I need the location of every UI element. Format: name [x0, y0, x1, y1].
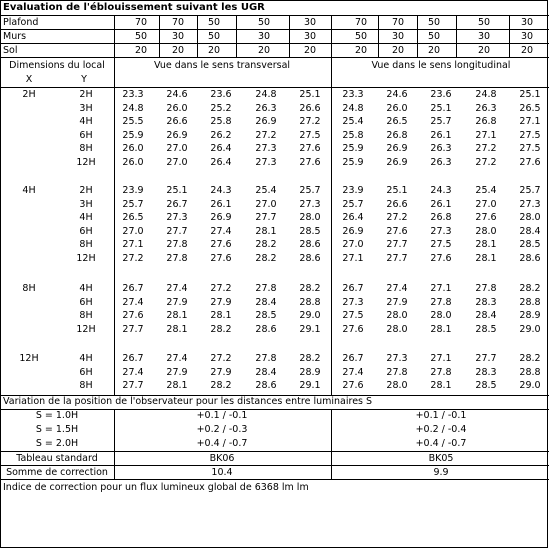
group-x-label: 2H — [22, 89, 36, 100]
ugr-value-longitudinal: 26.9 — [342, 226, 364, 237]
column-divider — [456, 15, 457, 57]
ugr-value-longitudinal: 26.7 — [342, 353, 364, 364]
row-y-label: 3H — [79, 199, 93, 210]
ugr-value-transversal: 26.6 — [299, 103, 321, 114]
ugr-value-longitudinal: 27.0 — [475, 199, 497, 210]
ugr-value-transversal: 28.2 — [299, 283, 321, 294]
row-y-label: 4H — [79, 116, 93, 127]
ugr-value-transversal: 28.1 — [255, 226, 277, 237]
ugr-value-transversal: 28.2 — [210, 380, 232, 391]
ugr-value-longitudinal: 26.8 — [430, 212, 452, 223]
ugr-value-transversal: 27.5 — [299, 130, 321, 141]
ugr-value-longitudinal: 27.6 — [342, 324, 364, 335]
ugr-value-transversal: 24.6 — [166, 89, 188, 100]
ugr-value-transversal: 28.6 — [299, 239, 321, 250]
ugr-value-transversal: 27.2 — [122, 253, 144, 264]
standard-transversal: BK06 — [209, 453, 235, 464]
ugr-value-transversal: 27.2 — [210, 353, 232, 364]
header-row-label: Sol — [3, 45, 18, 56]
column-divider — [331, 57, 332, 395]
column-divider — [331, 15, 332, 57]
ugr-value-longitudinal: 27.6 — [475, 212, 497, 223]
ugr-value-longitudinal: 27.7 — [475, 353, 497, 364]
ugr-value-longitudinal: 27.2 — [386, 212, 408, 223]
ugr-value-transversal: 27.4 — [210, 226, 232, 237]
ugr-value-longitudinal: 26.7 — [342, 283, 364, 294]
column-divider — [236, 15, 237, 57]
header-value: 20 — [354, 45, 368, 56]
ugr-value-transversal: 28.8 — [299, 297, 321, 308]
ugr-value-longitudinal: 27.3 — [519, 199, 541, 210]
ugr-value-transversal: 25.7 — [122, 199, 144, 210]
dimensions-label: Dimensions du local — [9, 60, 105, 71]
ugr-value-transversal: 27.6 — [299, 157, 321, 168]
ugr-value-transversal: 27.3 — [166, 212, 188, 223]
ugr-value-transversal: 28.2 — [299, 353, 321, 364]
ugr-value-transversal: 25.5 — [122, 116, 144, 127]
ugr-value-longitudinal: 26.8 — [475, 116, 497, 127]
header-value: 30 — [257, 31, 271, 42]
ugr-value-longitudinal: 26.3 — [430, 157, 452, 168]
row-y-label: 6H — [79, 226, 93, 237]
ugr-value-transversal: 24.8 — [122, 103, 144, 114]
x-label: X — [25, 74, 33, 85]
ugr-value-transversal: 28.6 — [255, 324, 277, 335]
ugr-value-transversal: 27.4 — [122, 297, 144, 308]
header-value: 70 — [391, 17, 405, 28]
ugr-value-longitudinal: 26.6 — [386, 199, 408, 210]
ugr-value-longitudinal: 26.3 — [430, 143, 452, 154]
ugr-value-longitudinal: 27.6 — [430, 253, 452, 264]
header-value: 20 — [207, 45, 221, 56]
correction-transversal: 10.4 — [211, 467, 233, 478]
ugr-value-longitudinal: 25.8 — [342, 130, 364, 141]
ugr-value-longitudinal: 27.1 — [342, 253, 364, 264]
ugr-value-longitudinal: 27.7 — [386, 253, 408, 264]
y-label: Y — [81, 74, 87, 85]
ugr-value-transversal: 27.8 — [255, 353, 277, 364]
row-y-label: 8H — [79, 380, 93, 391]
row-divider — [1, 43, 549, 44]
variation-value-longitudinal: +0.4 / -0.7 — [415, 438, 467, 449]
ugr-value-transversal: 28.6 — [299, 253, 321, 264]
ugr-value-longitudinal: 25.1 — [519, 89, 541, 100]
variation-value-longitudinal: +0.2 / -0.4 — [415, 424, 467, 435]
standard-divider — [1, 451, 549, 452]
ugr-value-longitudinal: 27.5 — [519, 143, 541, 154]
ugr-value-longitudinal: 25.1 — [386, 185, 408, 196]
standard-longitudinal: BK05 — [428, 453, 454, 464]
ugr-value-transversal: 27.2 — [299, 116, 321, 127]
ugr-value-transversal: 25.1 — [166, 185, 188, 196]
column-divider — [378, 15, 379, 57]
row-y-label: 12H — [76, 324, 96, 335]
ugr-value-transversal: 26.6 — [166, 116, 188, 127]
ugr-value-longitudinal: 28.8 — [519, 297, 541, 308]
ugr-value-longitudinal: 26.5 — [519, 103, 541, 114]
ugr-value-transversal: 28.1 — [210, 310, 232, 321]
ugr-value-transversal: 27.3 — [255, 157, 277, 168]
variation-value-longitudinal: +0.1 / -0.1 — [415, 410, 467, 421]
ugr-value-longitudinal: 28.3 — [475, 367, 497, 378]
ugr-value-longitudinal: 28.4 — [475, 310, 497, 321]
ugr-value-longitudinal: 23.9 — [342, 185, 364, 196]
ugr-value-longitudinal: 26.0 — [386, 103, 408, 114]
header-value: 30 — [520, 17, 534, 28]
ugr-value-longitudinal: 26.5 — [386, 116, 408, 127]
ugr-value-transversal: 27.9 — [166, 297, 188, 308]
ugr-value-longitudinal: 25.9 — [342, 157, 364, 168]
ugr-value-longitudinal: 27.0 — [342, 239, 364, 250]
ugr-value-longitudinal: 27.8 — [430, 367, 452, 378]
variation-row-label: S = 1.0H — [35, 410, 79, 421]
ugr-value-longitudinal: 27.2 — [475, 157, 497, 168]
ugr-value-transversal: 27.9 — [166, 367, 188, 378]
group-x-label: 4H — [22, 185, 36, 196]
ugr-value-transversal: 29.1 — [299, 324, 321, 335]
ugr-value-transversal: 25.1 — [299, 89, 321, 100]
column-divider — [417, 15, 418, 57]
header-bottom-divider — [1, 87, 549, 88]
header-value: 50 — [477, 17, 491, 28]
variation-row-label: S = 1.5H — [35, 424, 79, 435]
group-x-label: 12H — [19, 353, 39, 364]
ugr-value-longitudinal: 28.5 — [475, 324, 497, 335]
ugr-value-transversal: 25.9 — [122, 130, 144, 141]
ugr-value-transversal: 23.6 — [210, 89, 232, 100]
ugr-value-longitudinal: 23.6 — [430, 89, 452, 100]
ugr-value-longitudinal: 27.1 — [519, 116, 541, 127]
ugr-value-longitudinal: 28.2 — [519, 353, 541, 364]
ugr-value-longitudinal: 25.7 — [342, 199, 364, 210]
ugr-value-longitudinal: 28.1 — [475, 253, 497, 264]
header-value: 50 — [207, 17, 221, 28]
ugr-value-transversal: 27.6 — [210, 239, 232, 250]
ugr-value-transversal: 27.8 — [166, 239, 188, 250]
ugr-value-longitudinal: 27.4 — [386, 283, 408, 294]
ugr-value-transversal: 28.4 — [255, 367, 277, 378]
ugr-value-transversal: 23.3 — [122, 89, 144, 100]
ugr-value-longitudinal: 27.3 — [430, 226, 452, 237]
ugr-value-transversal: 27.7 — [255, 212, 277, 223]
ugr-value-longitudinal: 28.0 — [386, 380, 408, 391]
ugr-value-transversal: 27.7 — [122, 324, 144, 335]
ugr-value-transversal: 27.2 — [210, 283, 232, 294]
page-title: Evaluation de l'éblouissement suivant les UGR — [3, 2, 265, 13]
ugr-value-longitudinal: 26.1 — [430, 130, 452, 141]
column-divider — [197, 15, 198, 57]
ugr-value-longitudinal: 27.8 — [386, 367, 408, 378]
ugr-value-longitudinal: 27.1 — [475, 130, 497, 141]
ugr-value-transversal: 28.1 — [166, 310, 188, 321]
ugr-value-transversal: 28.6 — [255, 380, 277, 391]
ugr-value-longitudinal: 27.5 — [342, 310, 364, 321]
ugr-value-transversal: 29.0 — [299, 310, 321, 321]
ugr-value-longitudinal: 28.0 — [386, 310, 408, 321]
ugr-value-longitudinal: 27.5 — [430, 239, 452, 250]
header-value: 50 — [207, 31, 221, 42]
column-divider — [159, 15, 160, 57]
ugr-value-longitudinal: 28.1 — [430, 324, 452, 335]
header-value: 20 — [520, 45, 534, 56]
ugr-value-longitudinal: 27.1 — [430, 283, 452, 294]
row-y-label: 4H — [79, 283, 93, 294]
ugr-value-longitudinal: 27.7 — [386, 239, 408, 250]
ugr-value-longitudinal: 24.8 — [475, 89, 497, 100]
ugr-value-transversal: 29.1 — [299, 380, 321, 391]
ugr-value-transversal: 27.3 — [255, 143, 277, 154]
row-y-label: 12H — [76, 253, 96, 264]
ugr-value-transversal: 23.9 — [122, 185, 144, 196]
ugr-value-transversal: 27.4 — [166, 283, 188, 294]
ugr-value-transversal: 28.1 — [166, 380, 188, 391]
ugr-value-transversal: 26.2 — [210, 130, 232, 141]
ugr-value-transversal: 26.0 — [122, 143, 144, 154]
ugr-value-transversal: 28.2 — [210, 324, 232, 335]
ugr-value-transversal: 28.5 — [299, 226, 321, 237]
header-value: 50 — [257, 17, 271, 28]
ugr-value-longitudinal: 28.0 — [430, 310, 452, 321]
column-divider — [331, 409, 332, 479]
ugr-value-longitudinal: 25.9 — [342, 143, 364, 154]
ugr-value-longitudinal: 27.1 — [430, 353, 452, 364]
row-y-label: 12H — [76, 157, 96, 168]
ugr-value-longitudinal: 24.3 — [430, 185, 452, 196]
row-divider — [1, 465, 549, 466]
ugr-value-transversal: 26.7 — [166, 199, 188, 210]
ugr-value-longitudinal: 25.7 — [430, 116, 452, 127]
ugr-value-transversal: 28.1 — [166, 324, 188, 335]
ugr-value-transversal: 25.8 — [210, 116, 232, 127]
group-x-label: 8H — [22, 283, 36, 294]
ugr-value-longitudinal: 28.1 — [430, 380, 452, 391]
header-value: 30 — [171, 31, 185, 42]
variation-label: Variation de la position de l'observateur pour les distances entre luminaires S — [3, 396, 373, 407]
ugr-value-transversal: 27.8 — [255, 283, 277, 294]
header-value: 20 — [303, 45, 317, 56]
ugr-value-transversal: 28.2 — [255, 253, 277, 264]
ugr-value-longitudinal: 27.2 — [475, 143, 497, 154]
header-value: 20 — [257, 45, 271, 56]
row-y-label: 8H — [79, 143, 93, 154]
variation-row-label: S = 2.0H — [35, 438, 79, 449]
column-divider — [289, 15, 290, 57]
row-y-label: 6H — [79, 130, 93, 141]
ugr-value-longitudinal: 25.4 — [475, 185, 497, 196]
ugr-value-longitudinal: 28.0 — [475, 226, 497, 237]
ugr-value-transversal: 26.4 — [210, 157, 232, 168]
column-divider — [114, 57, 115, 395]
ugr-value-transversal: 26.0 — [122, 157, 144, 168]
ugr-value-longitudinal: 27.8 — [430, 297, 452, 308]
ugr-value-longitudinal: 28.5 — [475, 380, 497, 391]
ugr-value-longitudinal: 23.3 — [342, 89, 364, 100]
view-transversal-label: Vue dans le sens transversal — [153, 60, 291, 71]
header-value: 50 — [427, 31, 441, 42]
ugr-value-transversal: 26.3 — [255, 103, 277, 114]
ugr-value-transversal: 27.7 — [166, 226, 188, 237]
header-value: 30 — [520, 31, 534, 42]
row-y-label: 6H — [79, 297, 93, 308]
title-divider — [1, 15, 549, 16]
ugr-value-longitudinal: 28.9 — [519, 310, 541, 321]
row-y-label: 8H — [79, 310, 93, 321]
ugr-value-transversal: 27.0 — [166, 143, 188, 154]
correction-label: Somme de correction — [6, 467, 108, 478]
ugr-value-transversal: 25.4 — [255, 185, 277, 196]
variation-value-transversal: +0.1 / -0.1 — [196, 410, 248, 421]
ugr-value-longitudinal: 28.0 — [519, 212, 541, 223]
header-value: 20 — [427, 45, 441, 56]
ugr-value-longitudinal: 28.8 — [519, 367, 541, 378]
row-y-label: 4H — [79, 353, 93, 364]
ugr-value-longitudinal: 29.0 — [519, 380, 541, 391]
ugr-value-transversal: 25.2 — [210, 103, 232, 114]
ugr-value-longitudinal: 25.1 — [430, 103, 452, 114]
ugr-value-transversal: 27.3 — [299, 199, 321, 210]
footnote: Indice de correction pour un flux lumineux global de 6368 lm lm — [3, 482, 309, 493]
ugr-value-longitudinal: 27.6 — [342, 380, 364, 391]
standard-label: Tableau standard — [16, 453, 98, 464]
ugr-value-longitudinal: 28.0 — [386, 324, 408, 335]
ugr-value-transversal: 26.9 — [255, 116, 277, 127]
ugr-value-transversal: 27.4 — [166, 353, 188, 364]
ugr-value-longitudinal: 26.8 — [386, 130, 408, 141]
ugr-value-longitudinal: 26.9 — [386, 157, 408, 168]
ugr-value-transversal: 27.6 — [299, 143, 321, 154]
ugr-value-longitudinal: 26.4 — [342, 212, 364, 223]
ugr-value-transversal: 25.7 — [299, 185, 321, 196]
ugr-value-transversal: 28.0 — [299, 212, 321, 223]
ugr-value-transversal: 27.6 — [210, 253, 232, 264]
header-value: 50 — [354, 31, 368, 42]
header-value: 20 — [171, 45, 185, 56]
header-value: 30 — [391, 31, 405, 42]
header-value: 20 — [134, 45, 148, 56]
ugr-value-transversal: 26.4 — [210, 143, 232, 154]
ugr-value-longitudinal: 27.8 — [475, 283, 497, 294]
ugr-value-longitudinal: 27.3 — [342, 297, 364, 308]
header-value: 30 — [303, 31, 317, 42]
ugr-value-transversal: 26.7 — [122, 283, 144, 294]
row-y-label: 6H — [79, 367, 93, 378]
ugr-value-longitudinal: 28.6 — [519, 253, 541, 264]
ugr-value-longitudinal: 25.7 — [519, 185, 541, 196]
ugr-value-transversal: 27.1 — [122, 239, 144, 250]
header-value: 70 — [354, 17, 368, 28]
ugr-value-transversal: 27.8 — [166, 253, 188, 264]
row-y-label: 8H — [79, 239, 93, 250]
column-divider — [509, 15, 510, 57]
ugr-value-longitudinal: 27.5 — [519, 130, 541, 141]
ugr-value-longitudinal: 27.6 — [386, 226, 408, 237]
ugr-value-longitudinal: 25.4 — [342, 116, 364, 127]
row-y-label: 2H — [79, 89, 93, 100]
ugr-value-transversal: 27.2 — [255, 130, 277, 141]
header-value: 50 — [134, 31, 148, 42]
header-divider — [1, 57, 549, 58]
view-longitudinal-label: Vue dans le sens longitudinal — [371, 60, 511, 71]
ugr-value-longitudinal: 27.9 — [386, 297, 408, 308]
ugr-value-transversal: 27.0 — [166, 157, 188, 168]
ugr-value-longitudinal: 27.4 — [342, 367, 364, 378]
ugr-value-longitudinal: 27.6 — [519, 157, 541, 168]
ugr-value-longitudinal: 28.3 — [475, 297, 497, 308]
header-value: 70 — [171, 17, 185, 28]
ugr-value-transversal: 26.1 — [210, 199, 232, 210]
ugr-value-longitudinal: 28.5 — [519, 239, 541, 250]
ugr-value-transversal: 27.9 — [210, 297, 232, 308]
header-value: 50 — [427, 17, 441, 28]
header-value: 20 — [391, 45, 405, 56]
ugr-value-longitudinal: 26.9 — [386, 143, 408, 154]
ugr-value-longitudinal: 24.8 — [342, 103, 364, 114]
row-divider — [1, 29, 549, 30]
ugr-value-longitudinal: 28.4 — [519, 226, 541, 237]
ugr-value-transversal: 27.7 — [122, 380, 144, 391]
ugr-value-longitudinal: 27.3 — [386, 353, 408, 364]
column-divider — [114, 15, 115, 57]
ugr-value-longitudinal: 26.3 — [475, 103, 497, 114]
ugr-value-transversal: 28.9 — [299, 367, 321, 378]
header-value: 30 — [477, 31, 491, 42]
ugr-value-transversal: 27.4 — [122, 367, 144, 378]
header-row-label: Murs — [3, 31, 27, 42]
ugr-value-transversal: 27.9 — [210, 367, 232, 378]
row-y-label: 4H — [79, 212, 93, 223]
correction-longitudinal: 9.9 — [433, 467, 449, 478]
ugr-value-transversal: 28.4 — [255, 297, 277, 308]
ugr-value-longitudinal: 24.6 — [386, 89, 408, 100]
ugr-value-longitudinal: 26.1 — [430, 199, 452, 210]
ugr-value-transversal: 27.0 — [255, 199, 277, 210]
ugr-value-longitudinal: 28.1 — [475, 239, 497, 250]
variation-value-transversal: +0.2 / -0.3 — [196, 424, 248, 435]
ugr-value-transversal: 26.9 — [166, 130, 188, 141]
ugr-value-transversal: 26.9 — [210, 212, 232, 223]
variation-divider — [1, 409, 549, 410]
ugr-value-transversal: 24.3 — [210, 185, 232, 196]
column-divider — [114, 409, 115, 479]
ugr-value-longitudinal: 28.2 — [519, 283, 541, 294]
row-y-label: 2H — [79, 185, 93, 196]
header-value: 20 — [477, 45, 491, 56]
ugr-value-transversal: 24.8 — [255, 89, 277, 100]
ugr-value-transversal: 26.7 — [122, 353, 144, 364]
variation-value-transversal: +0.4 / -0.7 — [196, 438, 248, 449]
ugr-value-transversal: 28.2 — [255, 239, 277, 250]
footnote-divider — [1, 479, 549, 480]
ugr-value-transversal: 26.5 — [122, 212, 144, 223]
header-row-label: Plafond — [3, 17, 39, 28]
ugr-value-transversal: 27.0 — [122, 226, 144, 237]
ugr-value-transversal: 28.5 — [255, 310, 277, 321]
ugr-value-longitudinal: 29.0 — [519, 324, 541, 335]
ugr-value-transversal: 27.6 — [122, 310, 144, 321]
row-y-label: 3H — [79, 103, 93, 114]
header-value: 30 — [303, 17, 317, 28]
header-value: 70 — [134, 17, 148, 28]
ugr-value-transversal: 26.0 — [166, 103, 188, 114]
